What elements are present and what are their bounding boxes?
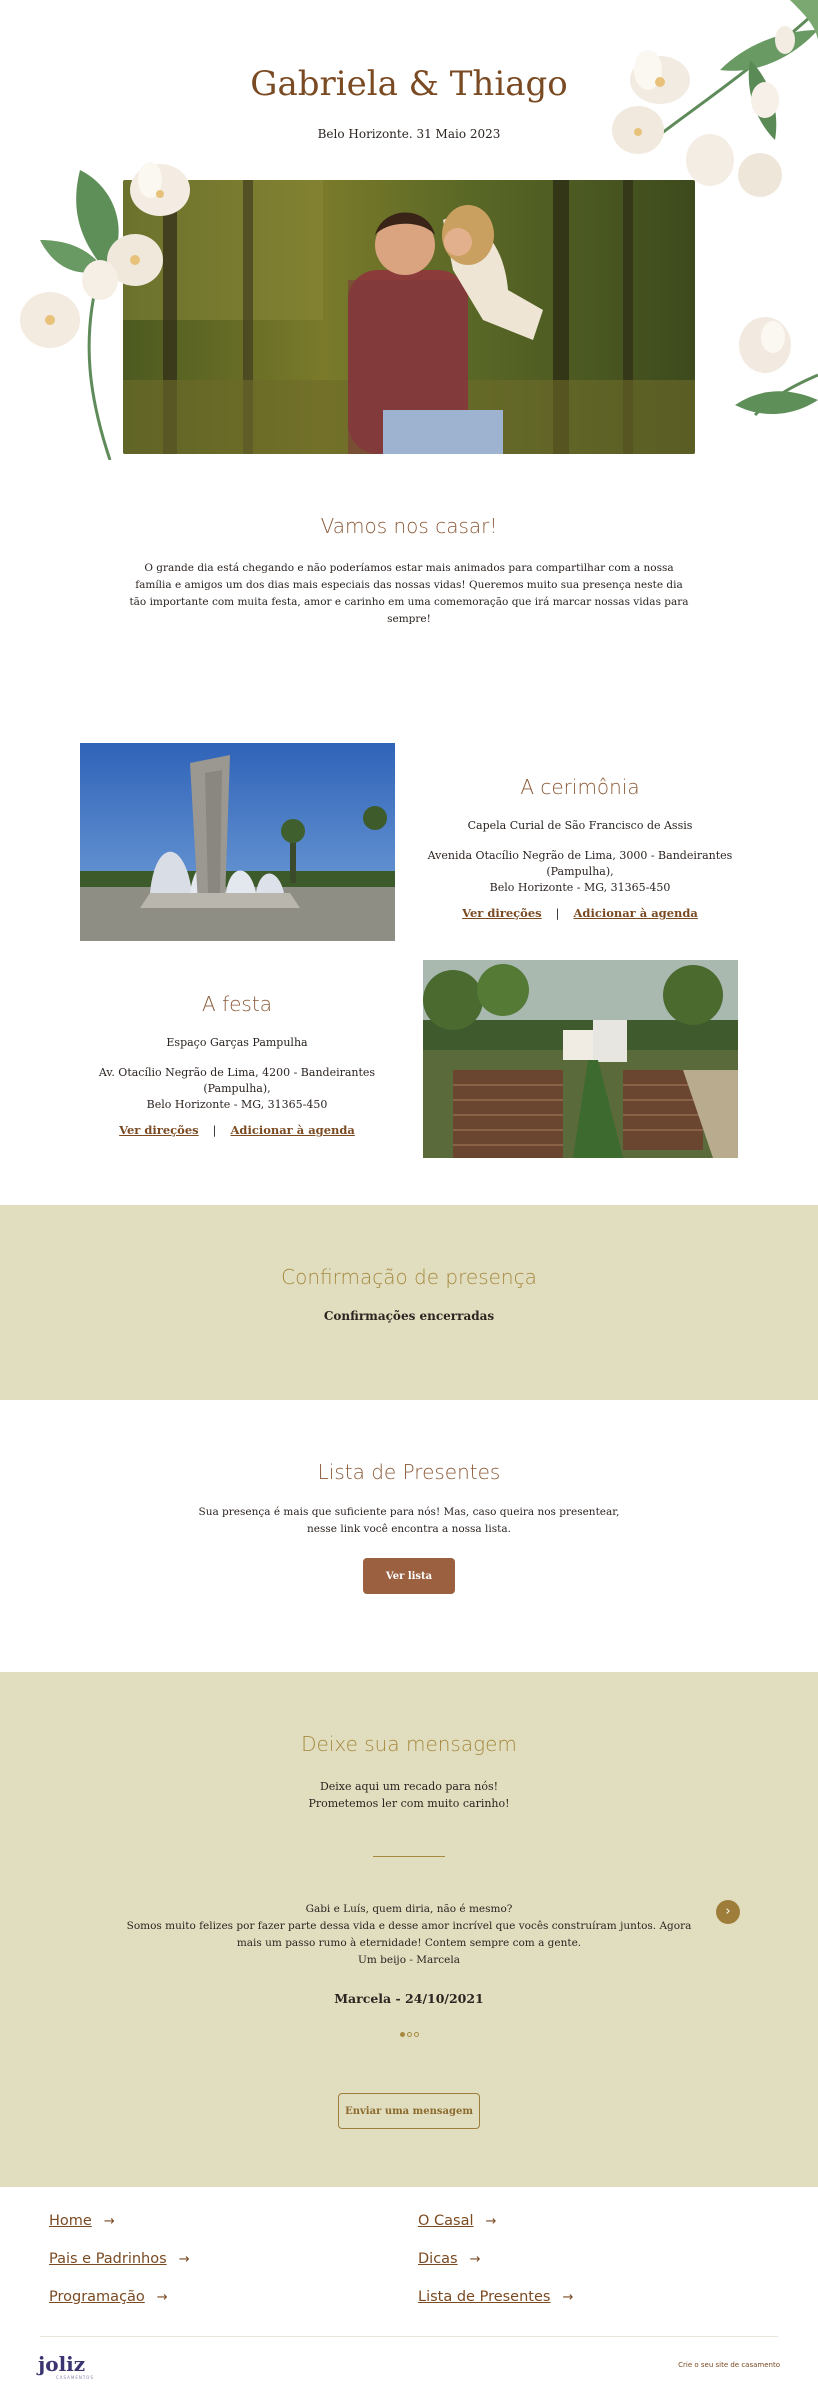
create-site-link[interactable]: Crie o seu site de casamento xyxy=(678,2361,780,2369)
couple-names-title: Gabriela & Thiago xyxy=(250,64,568,104)
gift-list-text: Sua presença é mais que suficiente para nós! Mas, caso queira nos presentear, nesse link você encontra a nossa lista. xyxy=(198,1506,620,1535)
footer xyxy=(0,2187,818,2395)
footer-col-right xyxy=(418,2213,573,2327)
party-info xyxy=(78,992,396,1137)
party-address-line1: Av. Otacílio Negrão de Lima, 4200 - Bandeirantes (Pampulha), xyxy=(98,1066,376,1095)
carousel-dot-1[interactable] xyxy=(400,2032,405,2037)
party-address-line2: Belo Horizonte - MG, 31365-450 xyxy=(146,1098,328,1111)
carousel-dots xyxy=(0,2022,818,2041)
footer-divider xyxy=(40,2336,778,2337)
joliz-logo-subtitle: CASAMENTOS xyxy=(56,2375,94,2380)
gift-list-title: Lista de Presentes xyxy=(317,1460,501,1484)
messages-section xyxy=(0,1672,818,2187)
chevron-right-icon: › xyxy=(725,1904,731,1919)
link-separator: | xyxy=(212,1123,217,1137)
footer-link-parents[interactable] xyxy=(49,2251,190,2270)
footer-link-home[interactable] xyxy=(49,2213,190,2232)
hero-section xyxy=(0,0,818,470)
flower-decoration-left-icon xyxy=(10,150,210,460)
messages-divider xyxy=(373,1856,445,1857)
message-card xyxy=(114,1901,704,1969)
ceremony-links xyxy=(420,906,740,920)
intro-text: O grande dia está chegando e não poderíamos estar mais animados para compartilhar com a nossa família e amigos um dos dias mais especiais das nossas vidas! Queremos muito sua presença neste dia tão importante com muita festa, amor e carinho em uma comemoração que irá marcar nossas vidas para sempre! xyxy=(129,562,689,625)
footer-link-label: Programação xyxy=(49,2289,145,2305)
flower-decoration-top-right-icon xyxy=(600,0,818,210)
ceremony-title: A cerimônia xyxy=(520,775,640,799)
party-section xyxy=(0,960,818,1160)
footer-link-schedule[interactable] xyxy=(49,2289,190,2308)
arrow-right-icon: → xyxy=(469,2252,481,2267)
footer-link-gift-list[interactable] xyxy=(418,2289,573,2308)
rsvp-section xyxy=(0,1205,818,1400)
carousel-dot-3[interactable] xyxy=(414,2032,419,2037)
messages-subtitle-line1: Deixe aqui um recado para nós! xyxy=(319,1780,499,1793)
send-message-button[interactable]: Enviar uma mensagem xyxy=(338,2093,480,2129)
carousel-dot-2[interactable] xyxy=(407,2032,412,2037)
footer-link-label: Dicas xyxy=(418,2251,458,2267)
message-line3: Um beijo - Marcela xyxy=(358,1954,460,1966)
party-directions-link[interactable]: Ver direções xyxy=(119,1123,199,1137)
messages-subtitle-line2: Prometemos ler com muito carinho! xyxy=(308,1797,510,1810)
next-message-button[interactable] xyxy=(716,1900,740,1924)
party-title: A festa xyxy=(202,992,272,1016)
intro-section xyxy=(0,514,818,628)
party-links xyxy=(78,1123,396,1137)
party-address xyxy=(78,1065,396,1113)
message-author: Marcela - 24/10/2021 xyxy=(334,1991,484,2006)
joliz-logo[interactable]: joliz xyxy=(38,2352,86,2376)
wedding-date-location: Belo Horizonte. 31 Maio 2023 xyxy=(317,127,501,141)
footer-col-left xyxy=(49,2213,190,2327)
ceremony-place: Capela Curial de São Francisco de Assis xyxy=(467,819,693,832)
rsvp-title: Confirmação de presença xyxy=(281,1265,537,1289)
ceremony-directions-link[interactable]: Ver direções xyxy=(462,906,542,920)
ceremony-address-line1: Avenida Otacílio Negrão de Lima, 3000 - Bandeirantes (Pampulha), xyxy=(427,849,733,878)
footer-link-label: O Casal xyxy=(418,2213,474,2229)
link-separator: | xyxy=(555,906,560,920)
arrow-right-icon: → xyxy=(156,2290,168,2305)
ceremony-section xyxy=(0,743,818,943)
party-calendar-link[interactable]: Adicionar à agenda xyxy=(230,1123,355,1137)
flower-decoration-right-icon xyxy=(725,315,818,425)
ceremony-calendar-link[interactable]: Adicionar à agenda xyxy=(573,906,698,920)
footer-link-label: Pais e Padrinhos xyxy=(49,2251,167,2267)
message-line2: Somos muito felizes por fazer parte dessa vida e desse amor incrível que vocês construíram juntos. Agora mais um passo rumo à eternidade! Contem sempre com a gente. xyxy=(126,1920,692,1949)
arrow-right-icon: → xyxy=(103,2214,115,2229)
party-photo xyxy=(423,960,738,1158)
footer-link-label: Home xyxy=(49,2213,92,2229)
chapel-image xyxy=(80,743,395,941)
messages-title: Deixe sua mensagem xyxy=(301,1732,517,1756)
footer-link-label: Lista de Presentes xyxy=(418,2289,551,2305)
arrow-right-icon: → xyxy=(562,2290,574,2305)
ceremony-info xyxy=(420,775,740,920)
footer-link-tips[interactable] xyxy=(418,2251,573,2270)
ceremony-address-line2: Belo Horizonte - MG, 31365-450 xyxy=(489,881,671,894)
arrow-right-icon: → xyxy=(178,2252,190,2267)
intro-title: Vamos nos casar! xyxy=(320,514,498,538)
message-line1: Gabi e Luís, quem diria, não é mesmo? xyxy=(305,1903,513,1915)
ceremony-photo xyxy=(80,743,395,941)
ceremony-address xyxy=(420,848,740,896)
view-gift-list-button[interactable]: Ver lista xyxy=(363,1558,455,1594)
messages-subtitle xyxy=(0,1778,818,1812)
gift-list-section xyxy=(0,1400,818,1672)
party-place: Espaço Garças Pampulha xyxy=(166,1036,308,1049)
footer-link-couple[interactable] xyxy=(418,2213,573,2232)
garden-venue-image xyxy=(423,960,738,1158)
arrow-right-icon: → xyxy=(485,2214,497,2229)
rsvp-status: Confirmações encerradas xyxy=(323,1309,495,1323)
